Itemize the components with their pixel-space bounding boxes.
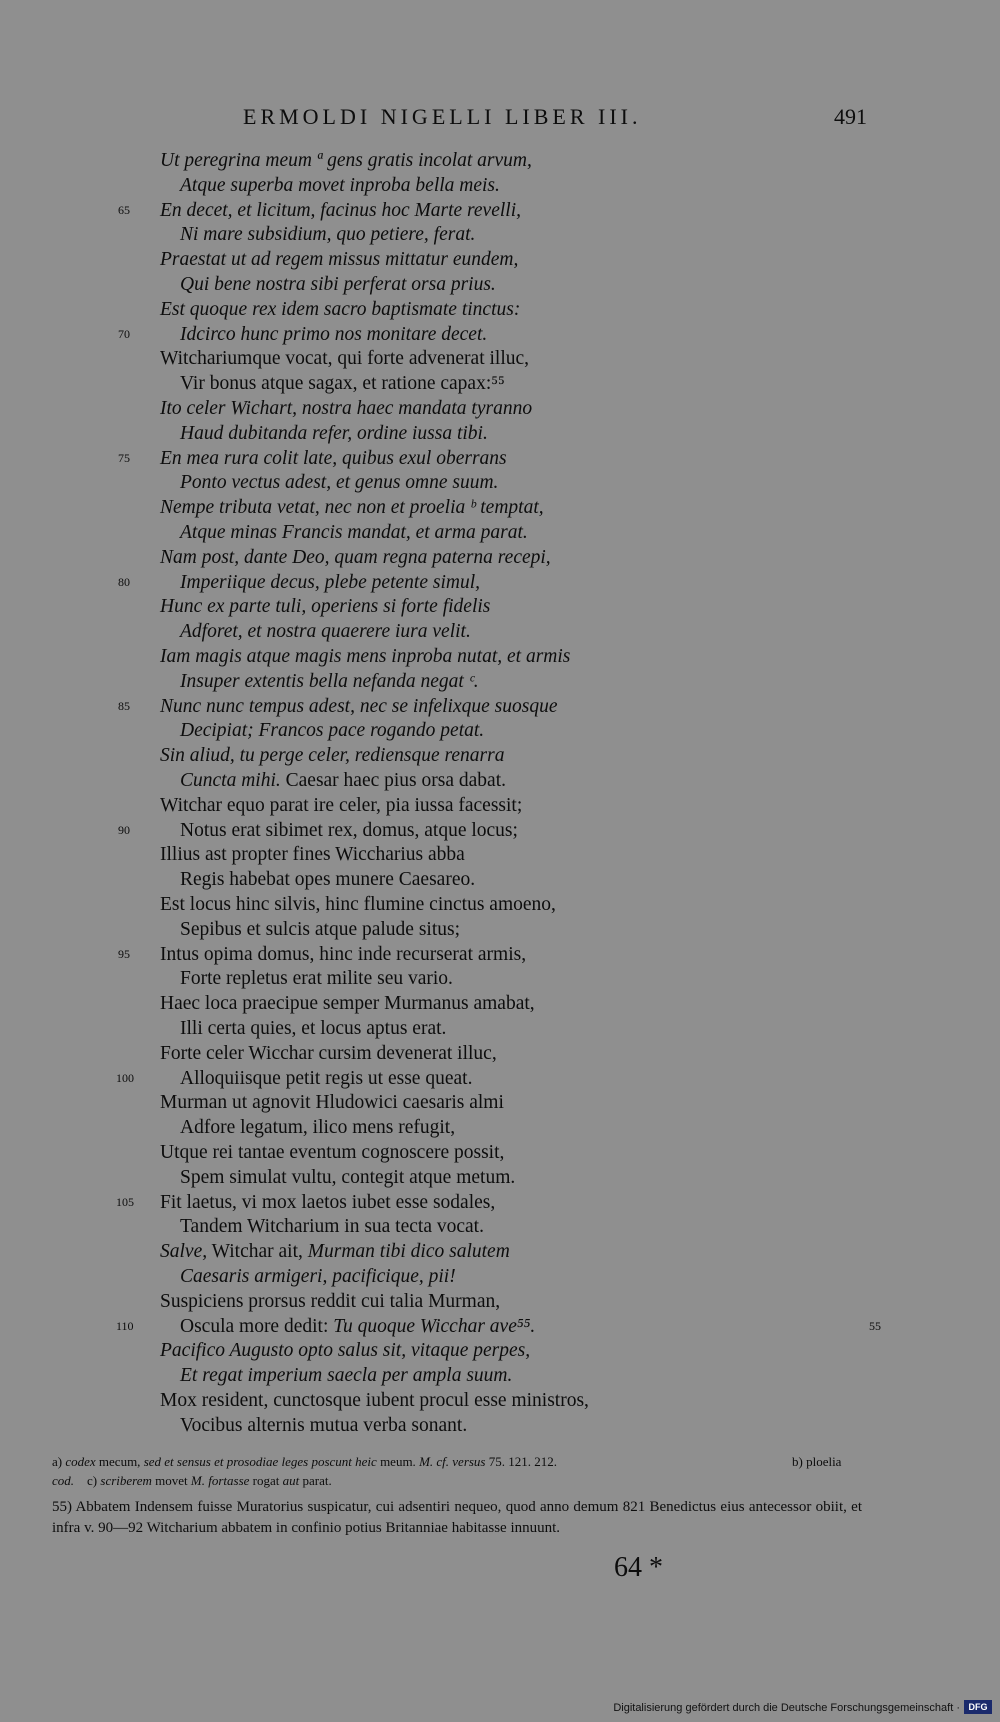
verse-line bbox=[0, 1066, 1000, 1091]
verse-line bbox=[0, 818, 1000, 843]
verse-text: Nunc nunc tempus adest, nec se infelixque suosque bbox=[160, 695, 558, 717]
verse-text: Intus opima domus, hinc inde recurserat armis, bbox=[160, 943, 527, 965]
verse-text: Atque minas Francis mandat, et arma parat. bbox=[180, 522, 528, 543]
verse-line bbox=[0, 198, 1000, 223]
verse-line bbox=[0, 718, 1000, 743]
verse-line bbox=[0, 768, 1000, 793]
verse-line bbox=[0, 421, 1000, 446]
verse-line bbox=[0, 1338, 1000, 1363]
verse-text: Idcirco hunc primo nos monitare decet. bbox=[180, 323, 488, 345]
footnote-55: 55) Abbatem Indensem fuisse Muratorius suspicatur, cui adsentiri nequeo, quod anno demum 821 Benedictus eius antecessor obiit, et infra v. 90—92 Witcharium abbatem in confinio potius Britanniae habitasse innuunt. bbox=[52, 1499, 862, 1536]
verse-text: Salve, Witchar ait, Murman tibi dico salutem bbox=[160, 1241, 510, 1263]
verse-text: Suspiciens prorsus reddit cui talia Murman, bbox=[160, 1290, 501, 1312]
verse-text: Tandem Witcharium in sua tecta vocat. bbox=[180, 1216, 484, 1238]
verse-line bbox=[0, 1214, 1000, 1239]
margin-note-number: 55 bbox=[869, 1318, 881, 1333]
verse-text: Caesaris armigeri, pacificique, pii! bbox=[180, 1266, 456, 1287]
verse-text: Imperiique decus, plebe petente simul, bbox=[180, 571, 480, 593]
verse-text: Murman ut agnovit Hludowici caesaris almi bbox=[160, 1092, 504, 1114]
verse-text: Hunc ex parte tuli, operiens si forte fidelis bbox=[160, 596, 491, 618]
verse-line bbox=[0, 1239, 1000, 1264]
verse-text: Utque rei tantae eventum cognoscere possit, bbox=[160, 1142, 505, 1163]
verse-line bbox=[0, 495, 1000, 520]
verse-text: En decet, et licitum, facinus hoc Marte revelli, bbox=[160, 199, 521, 221]
footnote-line-1: a) codex mecum, sed et sensus et prosodiae leges poscunt heic meum. M. cf. versus 75. 121. 212. b) ploelia bbox=[52, 1454, 842, 1469]
verse-line bbox=[0, 1190, 1000, 1215]
verse-text: En mea rura colit late, quibus exul oberrans bbox=[160, 447, 507, 469]
text-footnotes bbox=[52, 1452, 862, 1490]
verse-line bbox=[0, 1314, 1000, 1339]
line-number: 105 bbox=[116, 1194, 134, 1209]
verse-text: Haud dubitanda refer, ordine iussa tibi. bbox=[180, 422, 488, 444]
verse-line bbox=[0, 669, 1000, 694]
verse-text: Spem simulat vultu, contegit atque metum. bbox=[180, 1166, 516, 1188]
verse-line bbox=[0, 545, 1000, 570]
verse-line bbox=[0, 1264, 1000, 1289]
verse-line bbox=[0, 966, 1000, 991]
verse-line bbox=[0, 247, 1000, 272]
line-number: 65 bbox=[118, 202, 130, 217]
verse-text-tail: Witchar ait, bbox=[207, 1241, 303, 1263]
verse-text: Sepibus et sulcis atque palude situs; bbox=[180, 918, 461, 940]
verse-text: Decipiat; Francos pace rogando petat. bbox=[180, 720, 485, 742]
verse-line bbox=[0, 470, 1000, 495]
verse-text: Praestat ut ad regem missus mittatur eundem, bbox=[160, 249, 519, 271]
verse-text: Oscula more dedit: Tu quoque Wicchar ave⁵⁵. bbox=[180, 1315, 536, 1337]
verse-text: Haec loca praecipue semper Murmanus amabat, bbox=[160, 993, 535, 1015]
verse-line bbox=[0, 867, 1000, 892]
verse-text: Et regat imperium saecla per ampla suum. bbox=[180, 1365, 513, 1387]
verse-line bbox=[0, 1090, 1000, 1115]
verse-line bbox=[0, 570, 1000, 595]
verse-line bbox=[0, 371, 1000, 396]
verse-text: Notus erat sibimet rex, domus, atque locus; bbox=[180, 819, 518, 841]
dfg-footer bbox=[0, 1694, 1000, 1722]
verse-line bbox=[0, 1289, 1000, 1314]
verse-line bbox=[0, 694, 1000, 719]
footnote-b: b) ploelia bbox=[792, 1454, 842, 1469]
verse-text: Illius ast propter fines Wiccharius abba bbox=[160, 844, 465, 866]
verse-line bbox=[0, 446, 1000, 471]
verse-text: Est quoque rex idem sacro baptismate tinctus: bbox=[160, 298, 521, 320]
verse-line bbox=[0, 1016, 1000, 1041]
verse-text: Nam post, dante Deo, quam regna paterna recepi, bbox=[160, 546, 551, 568]
verse-text: Adforet, et nostra quaerere iura velit. bbox=[180, 621, 471, 643]
verse-text-tail: Caesar haec pius orsa dabat. bbox=[280, 770, 506, 791]
verse-line bbox=[0, 892, 1000, 917]
line-number: 110 bbox=[116, 1318, 134, 1333]
verse-text: Atque superba movet inproba bella meis. bbox=[180, 174, 500, 196]
verse-line bbox=[0, 1115, 1000, 1140]
verse-text: Regis habebat opes munere Caesareo. bbox=[180, 869, 476, 891]
verse-line bbox=[0, 1165, 1000, 1190]
verse-text: Mox resident, cunctosque iubent procul esse ministros, bbox=[160, 1390, 589, 1411]
line-number: 75 bbox=[118, 450, 130, 465]
signature-mark: 64 * bbox=[614, 1552, 663, 1583]
verse-text: Ni mare subsidium, quo petiere, ferat. bbox=[180, 224, 476, 246]
line-number: 90 bbox=[118, 822, 130, 837]
verse-line bbox=[0, 272, 1000, 297]
verse-text: Forte repletus erat milite seu vario. bbox=[180, 968, 453, 990]
line-number: 85 bbox=[118, 698, 130, 713]
verse-text: Nempe tributa vetat, nec non et proelia ᵇ temptat, bbox=[160, 497, 544, 519]
verse-text: Witchar equo parat ire celer, pia iussa facessit; bbox=[160, 794, 523, 816]
verse-text: Pacifico Augusto opto salus sit, vitaque perpes, bbox=[160, 1340, 531, 1362]
verse-text: Sin aliud, tu perge celer, rediensque renarra bbox=[160, 745, 505, 767]
line-number: 70 bbox=[118, 326, 130, 341]
verse-text-tail: Tu quoque Wicchar ave⁵⁵. bbox=[328, 1315, 536, 1337]
verse-text: Vir bonus atque sagax, et ratione capax:⁵⁵ bbox=[180, 373, 505, 395]
verse-line bbox=[0, 346, 1000, 371]
verse-line bbox=[0, 222, 1000, 247]
verse-line bbox=[0, 1363, 1000, 1388]
verse-line bbox=[0, 991, 1000, 1016]
verse-line bbox=[0, 1388, 1000, 1413]
verse-line bbox=[0, 793, 1000, 818]
dfg-credit: Digitalisierung gefördert durch die Deutsche Forschungsgemeinschaft · bbox=[613, 1702, 960, 1714]
verse-line bbox=[0, 842, 1000, 867]
verse-text: Est locus hinc silvis, hinc flumine cinctus amoeno, bbox=[160, 894, 556, 915]
verse-line bbox=[0, 173, 1000, 198]
verse-text: Ito celer Wichart, nostra haec mandata tyranno bbox=[160, 398, 533, 419]
verse-text: Iam magis atque magis mens inproba nutat, et armis bbox=[160, 646, 571, 667]
verse-line bbox=[0, 1041, 1000, 1066]
verse-line bbox=[0, 594, 1000, 619]
running-head: ERMOLDI NIGELLI LIBER III. bbox=[243, 104, 642, 129]
verse-text: Qui bene nostra sibi perferat orsa prius. bbox=[180, 274, 496, 295]
verse-line bbox=[0, 644, 1000, 669]
line-number: 80 bbox=[118, 574, 130, 589]
verse-line bbox=[0, 1413, 1000, 1438]
verse-line bbox=[0, 148, 1000, 173]
verse-text: Adfore legatum, ilico mens refugit, bbox=[180, 1117, 456, 1139]
verse-text: Insuper extentis bella nefanda negat ᶜ. bbox=[180, 670, 479, 692]
dfg-logo-icon: DFG bbox=[964, 1700, 992, 1714]
footnote-line-2: cod. c) scriberem movet M. fortasse rogat aut parat. bbox=[52, 1473, 332, 1488]
page-header bbox=[0, 104, 1000, 134]
verse-line bbox=[0, 322, 1000, 347]
verse-line bbox=[0, 917, 1000, 942]
verse-text: Alloquiisque petit regis ut esse queat. bbox=[180, 1067, 473, 1089]
verse-text: Forte celer Wicchar cursim devenerat illuc, bbox=[160, 1042, 497, 1064]
verse-line bbox=[0, 1140, 1000, 1165]
verse-line bbox=[0, 297, 1000, 322]
verse-text-tail2: Murman tibi dico salutem bbox=[302, 1241, 510, 1263]
verse-line bbox=[0, 743, 1000, 768]
verse-line bbox=[0, 396, 1000, 421]
page-number: 491 bbox=[834, 104, 867, 129]
verse-line bbox=[0, 942, 1000, 967]
verse-line bbox=[0, 619, 1000, 644]
verse-text: Ut peregrina meum ª gens gratis incolat arvum, bbox=[160, 150, 532, 171]
line-number: 95 bbox=[118, 946, 130, 961]
verse-text: Cuncta mihi. Caesar haec pius orsa dabat. bbox=[180, 770, 506, 791]
verse-text: Illi certa quies, et locus aptus erat. bbox=[180, 1018, 447, 1039]
verse-text: Ponto vectus adest, et genus omne suum. bbox=[180, 472, 499, 494]
verse-text: Witchariumque vocat, qui forte advenerat illuc, bbox=[160, 348, 530, 370]
verse-text: Vocibus alternis mutua verba sonant. bbox=[180, 1414, 468, 1436]
verse-text: Fit laetus, vi mox laetos iubet esse sodales, bbox=[160, 1191, 496, 1213]
line-number: 100 bbox=[116, 1070, 134, 1085]
verse-line bbox=[0, 520, 1000, 545]
